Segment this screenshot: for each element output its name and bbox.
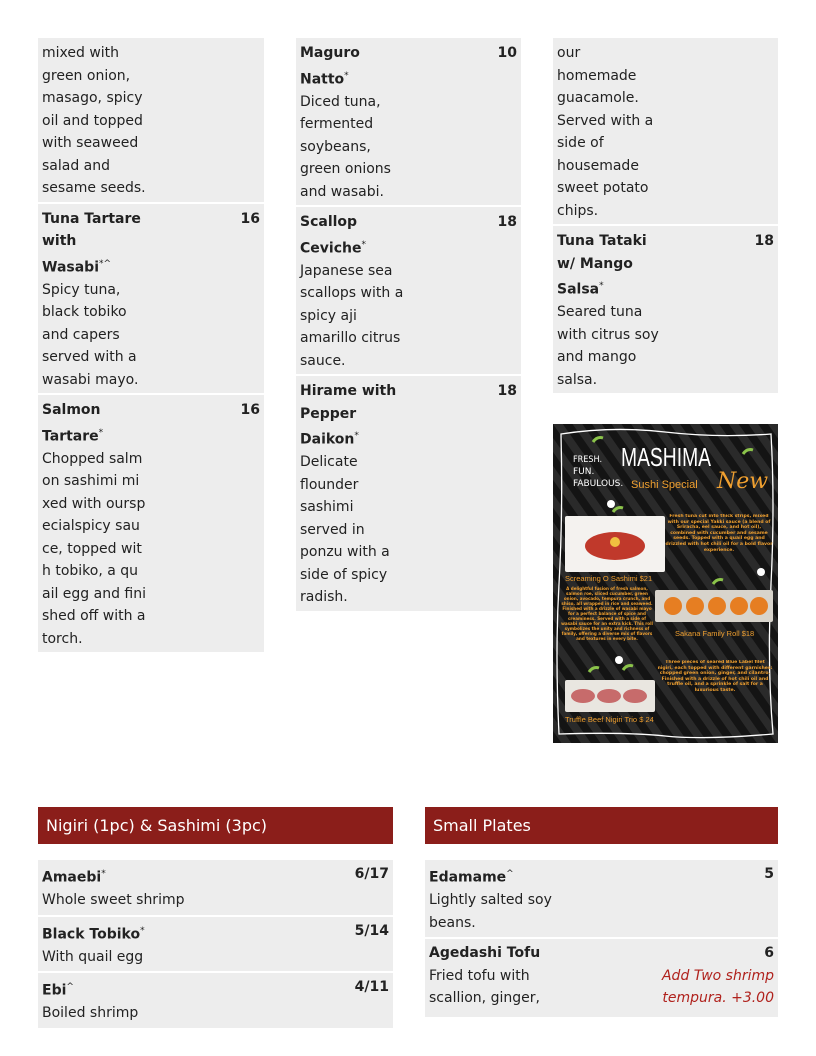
poster-subtitle: Sushi Special <box>631 479 698 491</box>
chef-mascot-icon <box>757 568 765 576</box>
item-mark: * <box>101 869 106 879</box>
item-description: Diced tuna, fermented soybeans, green onions and wasabi. <box>300 93 391 200</box>
list-item <box>38 860 393 917</box>
item-name: Salmon Tartare <box>42 402 101 445</box>
roll-piece <box>708 597 726 615</box>
item-price: 4/11 <box>354 979 389 996</box>
item-name: Tuna Tartare with Wasabi <box>42 210 141 276</box>
item-mark: ^ <box>66 982 74 993</box>
item-mark: * <box>599 281 604 291</box>
beef-nigiri-piece <box>571 689 595 703</box>
item-price: 5/14 <box>354 922 389 939</box>
menu-card-continued <box>553 38 778 224</box>
dish2-description: A delightful fusion of fresh salmon, salmon roe, sliced cucumber, green onion, avocado, tempura crunch, and shiso, all wrapped in rice and seaweed. Finished with a drizzle of wasabi mayo for a perfect balance of spice and creaminess. Served with a side of wasabi sauce for an extra kick. This roll symbolizes the unity and richness of family, offering a diverse mix of flavors and textures in every bite. <box>561 586 653 641</box>
menu-card-hirame <box>296 376 521 611</box>
item-mark: *^ <box>99 258 112 269</box>
section-header-nigiri: Nigiri (1pc) & Sashimi (3pc) <box>38 807 393 844</box>
beef-nigiri-piece <box>597 689 621 703</box>
item-description: Whole sweet shrimp <box>42 892 185 909</box>
roll-piece <box>730 597 748 615</box>
item-price: 5 <box>764 866 774 882</box>
chef-mascot-icon <box>607 500 615 508</box>
column-1 <box>38 38 264 654</box>
roll-piece <box>750 597 768 615</box>
poster-brand: MASHIMA <box>621 442 712 472</box>
poster-tagline-1: FRESH. <box>573 455 603 465</box>
list-item-agedashi <box>425 939 778 1013</box>
dish3-desc-wrapper <box>657 660 773 728</box>
item-price: 10 <box>497 45 517 61</box>
item-description: Delicate flounder sashimi served in ponzu with a side of spicy radish. <box>300 454 390 606</box>
item-description: Japanese sea scallops with a spicy aji amarillo citrus sauce. <box>300 262 404 369</box>
beef-nigiri-piece <box>623 689 647 703</box>
item-description: With quail egg <box>42 948 144 965</box>
menu-card-tuna-tataki <box>553 226 778 393</box>
poster-tagline-2: FUN. <box>573 467 595 477</box>
item-price: 18 <box>497 214 517 231</box>
menu-card-tuna-tartare <box>38 204 264 394</box>
menu-card-continued <box>38 38 264 202</box>
nigiri-list <box>38 860 393 1028</box>
column-3 <box>553 38 778 395</box>
item-description: Lightly salted soy beans. <box>429 892 552 931</box>
item-addon: Add Two shrimp tempura. +3.00 <box>661 967 774 1007</box>
column-2 <box>296 38 521 613</box>
item-name: Black Tobiko <box>42 926 141 943</box>
list-item-edamame <box>425 860 778 939</box>
dish2-desc-wrapper <box>561 586 653 660</box>
item-description: Spicy tuna, black tobiko and capers served with a wasabi mayo. <box>42 281 139 388</box>
dish3-description: Three pieces of seared Blue Label filet nigiri, each topped with different garnishes: chopped green onion, ginger, and cilantro. Finished with a drizzle of hot chili oil and truffle oil, and a sprinkle of salt for a luxurious taste. <box>657 660 773 693</box>
item-description: Fried tofu with scallion, ginger, <box>429 967 540 1007</box>
poster-graphic <box>553 424 778 743</box>
item-mark: * <box>361 239 366 250</box>
section-header-small-plates: Small Plates <box>425 807 778 844</box>
item-description: mixed with green onion, masago, spicy oil and topped with seaweed salad and sesame seeds. <box>42 45 146 196</box>
item-name: Agedashi Tofu <box>429 945 541 962</box>
list-item <box>38 973 393 1028</box>
dish3-label: Truffle Beef Nigiri Trio $ 24 <box>565 715 654 724</box>
small-plates-list <box>425 860 778 1017</box>
dish2-label: Sakana Family Roll $18 <box>675 629 755 638</box>
menu-card-maguro-natto <box>296 38 521 205</box>
item-name: Scallop Ceviche <box>300 214 362 257</box>
chef-mascot-icon <box>615 656 623 664</box>
dish1-label: Screaming O Sashimi $21 <box>565 574 653 583</box>
item-mark: * <box>354 431 359 442</box>
item-mark: * <box>98 427 104 438</box>
item-price: 16 <box>240 210 260 227</box>
sushi-special-poster <box>553 424 778 743</box>
item-name: Amaebi <box>42 869 102 886</box>
dish1-description: Fresh tuna cut into thick strips, mixed with our special Yakki sauce (a blend of Sriracha, eel sauce, and hot oil), combined with cucumber and sesame seeds. Topped with a quail egg and drizzled with hot chili oil for a bold flavor experience. <box>665 514 773 553</box>
item-price: 16 <box>240 402 260 419</box>
item-price: 18 <box>754 233 774 249</box>
dish1-desc-wrapper <box>665 514 773 568</box>
list-item <box>38 917 393 974</box>
quail-egg-icon <box>610 537 620 547</box>
item-mark: ^ <box>506 869 514 879</box>
item-price: 6/17 <box>354 866 389 882</box>
item-mark: * <box>344 70 349 81</box>
item-description: Chopped salmon sashimi mixed with ourspecialspicy sauce, topped with tobiko, a quail egg and finished off with a torch. <box>42 450 147 647</box>
item-name: Ebi <box>42 982 67 999</box>
item-name: Tuna Tataki w/ Mango Salsa <box>557 233 647 298</box>
roll-piece <box>664 597 682 615</box>
item-description: Boiled shrimp <box>42 1005 139 1022</box>
item-description: our homemade guacamole. Served with a side of housemade sweet potato chips. <box>557 45 654 219</box>
poster-new-badge: New <box>717 469 769 494</box>
menu-card-scallop-ceviche <box>296 207 521 374</box>
item-description: Seared tuna with citrus soy and mango salsa. <box>557 304 659 388</box>
menu-card-salmon-tartare <box>38 395 264 652</box>
poster-tagline-3: FABULOUS. <box>573 479 624 489</box>
roll-piece <box>686 597 704 615</box>
item-name: Edamame <box>429 869 507 886</box>
item-mark: * <box>140 925 145 936</box>
item-name: Maguro Natto <box>300 45 360 88</box>
item-name: Hirame with Pepper Daikon <box>300 383 397 448</box>
item-price: 6 <box>764 945 774 962</box>
item-price: 18 <box>497 383 517 400</box>
